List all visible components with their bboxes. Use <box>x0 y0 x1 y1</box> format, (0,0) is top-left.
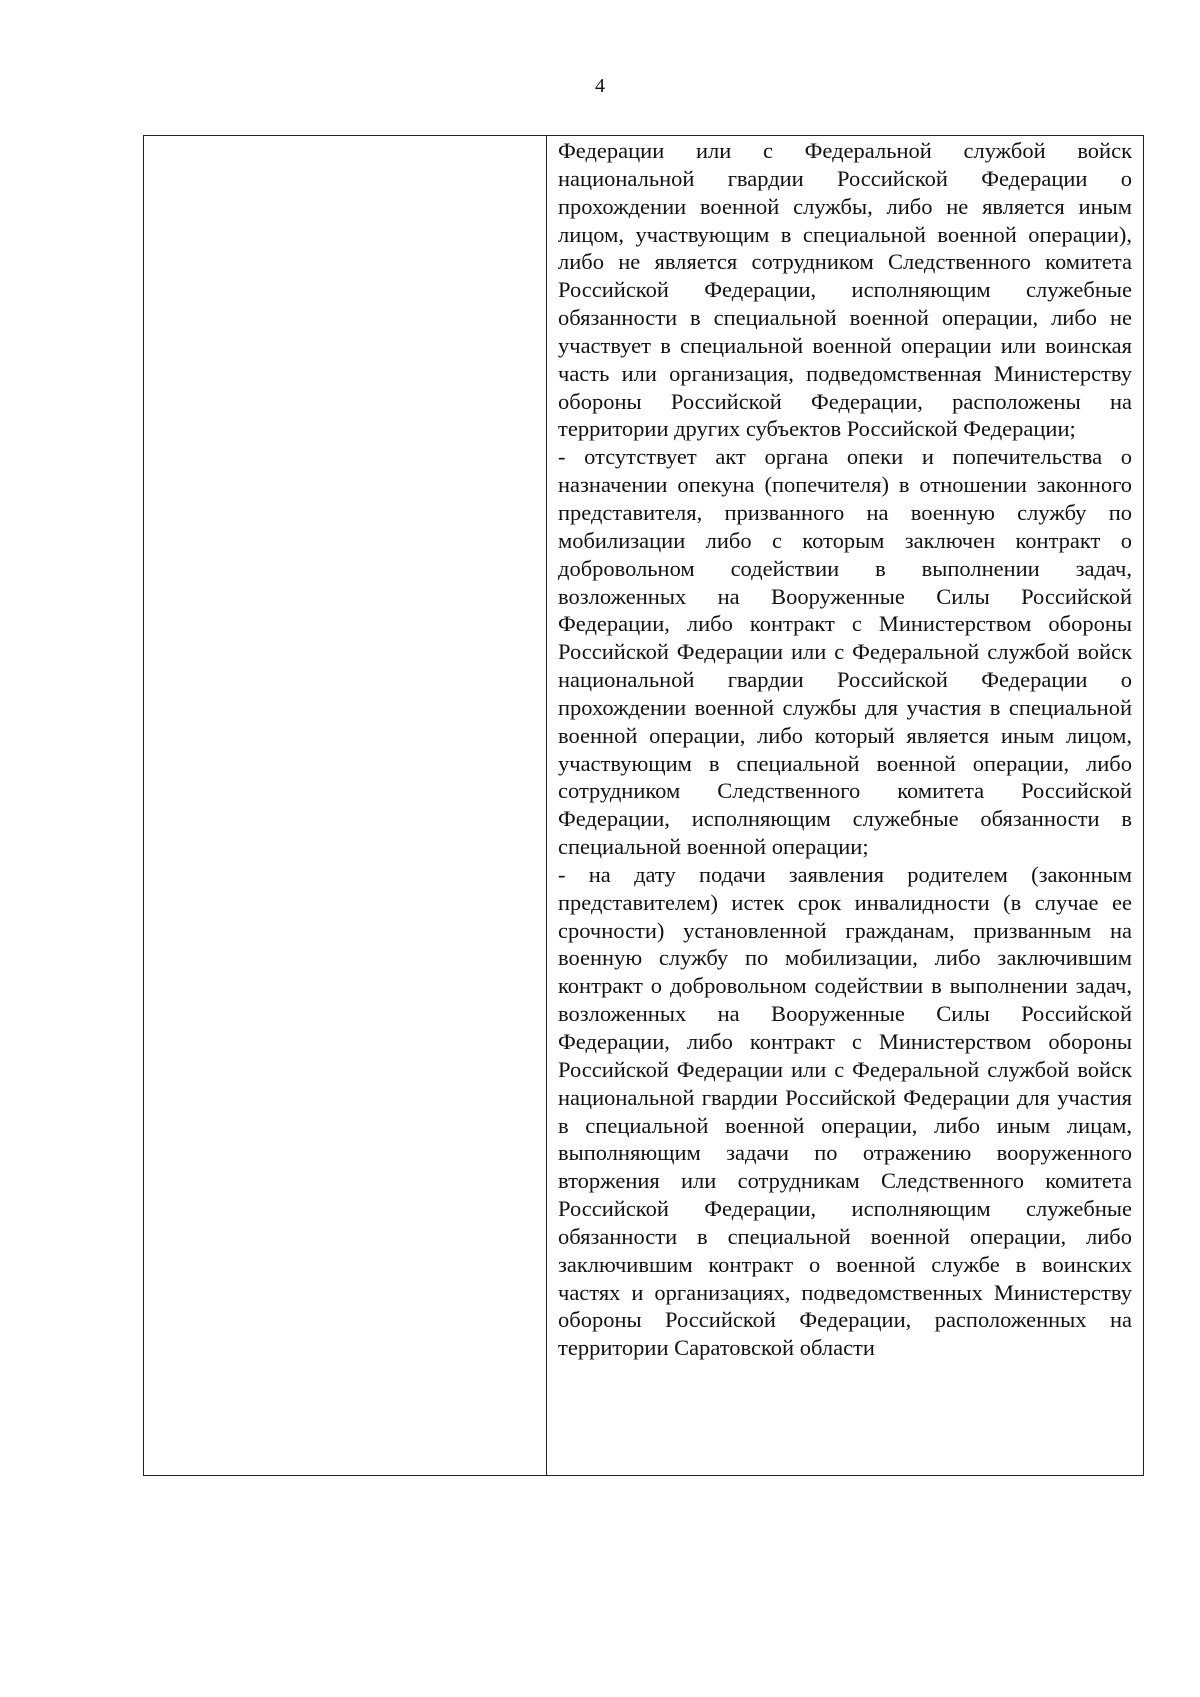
table-cell-right <box>547 136 1144 1476</box>
table-row <box>144 136 1144 1476</box>
left-cell-text <box>144 136 546 137</box>
right-cell-text: Федерации или с Федеральной службой войск национальной гвардии Российской Федерации о прохождении военной службы, либо не является иным лицом, участвующим в специальной военной операции), либо не является сотрудником Следственного комитета Российской Федерации, исполняющим служебные обязанности в специальной военной операции, либо не участвует в специальной военной операции или воинская часть или организация, подведомственная Министерству обороны Российской Федерации, расположены на территории других субъектов Российской Федерации; - отсутствует акт органа опеки и попечительства о назначении опекуна (попечителя) в отношении законного представителя, призванного на военную службу по мобилизации либо с которым заключен контракт о добровольном содействии в выполнении задач, возложенных на Вооруженные Силы Российской Федерации, либо контракт с Министерством обороны Российской Федерации или с Федеральной службой войск национальной гвардии Российской Федерации о прохождении военной службы для участия в специальной военной операции, либо который является иным лицом, участвующим в специальной военной операции, либо сотрудником Следственного комитета Российской Федерации, исполняющим служебные обязанности в специальной военной операции; - на дату подачи заявления родителем (законным представителем) истек срок инвалидности (в случае ее срочности) установленной гражданам, призванным на военную службу по мобилизации, либо заключившим контракт о добровольном содействии в выполнении задач, возложенных на Вооруженные Силы Российской Федерации, либо контракт с Министерством обороны Российской Федерации или с Федеральной службой войск национальной гвардии Российской Федерации для участия в специальной военной операции, либо иным лицам, выполняющим задачи по отражению вооруженного вторжения или сотрудникам Следственного комитета Российской Федерации, исполняющим служебные обязанности в специальной военной операции, либо заключившим контракт о военной службе в воинских частях и организациях, подведомственных Министерству обороны Российской Федерации, расположенных на территории Саратовской области <box>558 138 1132 1361</box>
table-cell-left <box>144 136 547 1476</box>
page-number: 4 <box>595 75 605 97</box>
document-table <box>143 135 1144 1476</box>
